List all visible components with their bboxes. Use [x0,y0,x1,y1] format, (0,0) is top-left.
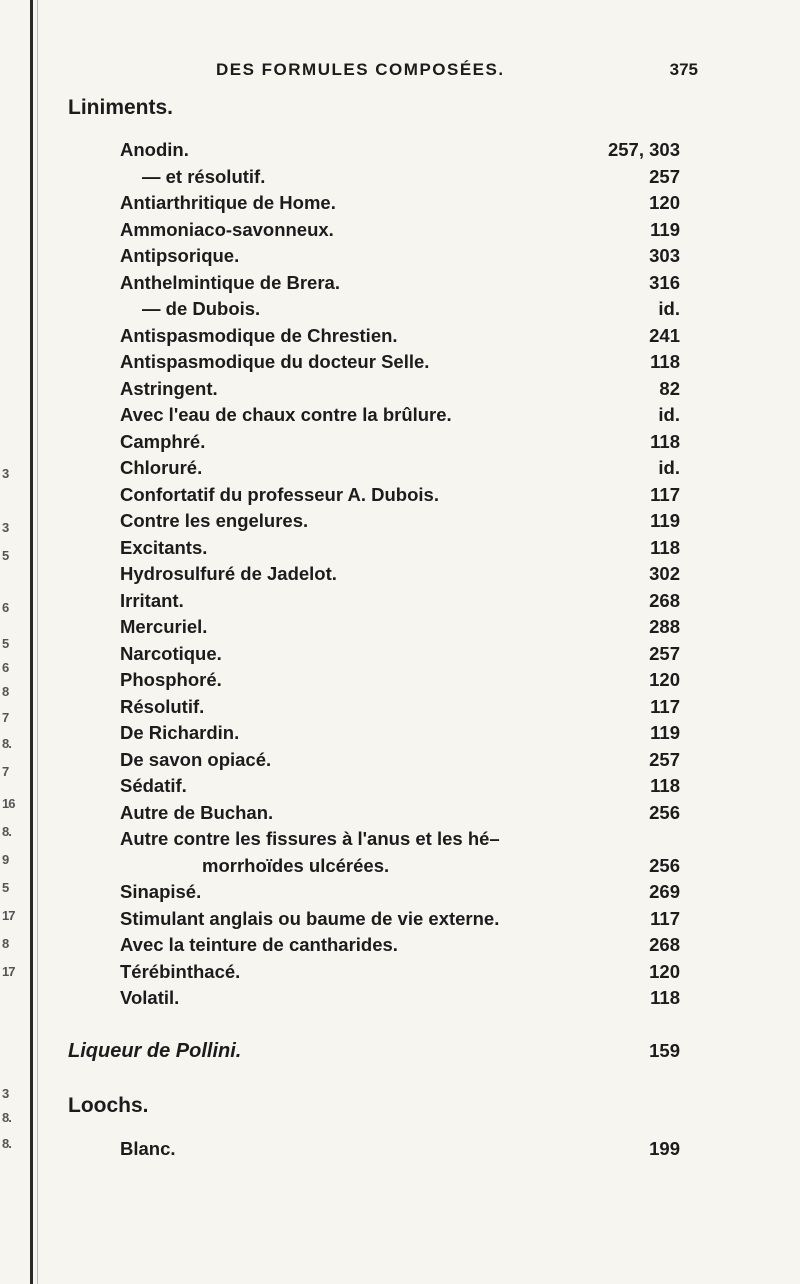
entry-label: Excitants. [120,537,208,558]
index-entry [120,404,680,430]
edge-mark: 8. [2,824,11,839]
entry-label: Volatil. [120,987,180,1008]
index-entry [120,245,680,271]
entry-page: 268 [649,590,680,611]
entry-label: Camphré. [120,431,206,452]
edge-mark: 8. [2,736,11,751]
section-heading-loochs: Loochs. [68,1094,149,1117]
entry-page: 256 [649,855,680,876]
entry-label: Autre contre les fissures à l'anus et les hé– [120,828,500,849]
entry-page: id. [658,457,680,478]
index-entry [120,510,680,536]
entry-page: 269 [649,881,680,902]
entry-label: Antispasmodique de Chrestien. [120,325,398,346]
entry-page: 268 [649,934,680,955]
edge-mark: 5 [2,880,9,895]
index-entry [120,1138,680,1164]
entry-label: Avec la teinture de cantharides. [120,934,398,955]
entry-page: 120 [649,669,680,690]
entry-label: Sinapisé. [120,881,202,902]
entry-page: 118 [650,431,680,452]
index-entry [120,722,680,748]
entry-page: 257, 303 [607,139,680,160]
entry-label: De savon opiacé. [120,749,272,770]
index-entry [120,987,680,1013]
index-entry [120,828,680,854]
entry-page: id. [658,298,680,319]
index-entry [120,643,680,669]
entry-page: 118 [650,775,680,796]
entry-page: 120 [649,961,680,982]
entry-page: 120 [649,192,680,213]
entry-page: 117 [650,696,680,717]
entry-page: 117 [650,484,680,505]
index-entry [120,431,680,457]
entry-label: Sédatif. [120,775,187,796]
edge-mark: 8. [2,1110,11,1125]
entry-label: Antipsorique. [120,245,240,266]
entry-label: Hydrosulfuré de Jadelot. [120,563,337,584]
entry-page: 241 [649,325,680,346]
entry-label: morrhoïdes ulcérées. [202,855,390,876]
index-entry [120,484,680,510]
entry-page: 288 [649,616,680,637]
entry-page: 119 [650,510,680,531]
edge-mark: 16 [2,796,15,811]
index-entry [120,590,680,616]
entry-label: Stimulant anglais ou baume de vie externe. [120,908,500,929]
entry-page: 257 [649,749,680,770]
index-entry [120,961,680,987]
index-entry [120,616,680,642]
entry-page: 302 [649,563,680,584]
index-entry-liqueur [68,1040,680,1068]
page-number: 375 [669,60,698,79]
edge-mark: 17 [2,964,15,979]
entry-page: 199 [649,1138,680,1159]
index-entry [120,908,680,934]
entry-page: 118 [650,537,680,558]
entry-label: Chloruré. [120,457,203,478]
edge-mark: 7 [2,764,9,779]
running-title: DES FORMULES COMPOSÉES. [216,60,505,79]
entry-page: 117 [650,908,680,929]
index-entry [120,669,680,695]
section-heading-liniments: Liniments. [68,96,174,119]
page-header [0,60,800,84]
entry-label: Antiarthritique de Home. [120,192,336,213]
entry-page: 118 [650,351,680,372]
entry-label: Phosphoré. [120,669,222,690]
index-entry [120,563,680,589]
entry-label: Liqueur de Pollini. [68,1040,242,1062]
edge-mark: 17 [2,908,15,923]
entry-label: Résolutif. [120,696,205,717]
entry-page: 119 [650,722,680,743]
entry-label: Anodin. [120,139,189,160]
index-entry [120,696,680,722]
edge-mark: 3 [2,466,9,481]
entry-label: Narcotique. [120,643,222,664]
entry-page: 118 [650,987,680,1008]
index-entry [120,749,680,775]
entry-label: Blanc. [120,1138,176,1159]
entry-label: Térébinthacé. [120,961,241,982]
entry-label: Avec l'eau de chaux contre la brûlure. [120,404,452,425]
entry-page: 256 [649,802,680,823]
index-entry [120,378,680,404]
index-entry [120,192,680,218]
index-entry [120,802,680,828]
edge-mark: 6 [2,660,9,675]
entry-label: Irritant. [120,590,184,611]
index-entry [120,881,680,907]
entry-label: — de Dubois. [142,298,261,319]
entry-label: Mercuriel. [120,616,208,637]
entry-label: Antispasmodique du docteur Selle. [120,351,430,372]
page-fold-shadow [37,0,38,1284]
edge-mark: 3 [2,1086,9,1101]
entry-page: 257 [649,643,680,664]
entry-page: 316 [649,272,680,293]
entry-label: Confortatif du professeur A. Dubois. [120,484,439,505]
edge-mark: 3 [2,520,9,535]
index-entry [120,537,680,563]
edge-mark: 8 [2,936,9,951]
entry-label: Autre de Buchan. [120,802,274,823]
entry-label: Anthelmintique de Brera. [120,272,340,293]
entry-label: Astringent. [120,378,218,399]
page-fold-line [30,0,33,1284]
edge-mark: 8 [2,684,9,699]
index-entry [120,166,680,192]
edge-mark: 6 [2,600,9,615]
edge-mark: 5 [2,636,9,651]
edge-mark: 5 [2,548,9,563]
index-entry [120,934,680,960]
index-entry [120,219,680,245]
edge-mark: 7 [2,710,9,725]
entry-page: 119 [650,219,680,240]
index-entry [120,298,680,324]
edge-mark: 8. [2,1136,11,1151]
entry-label: Ammoniaco-savonneux. [120,219,334,240]
entry-page: 82 [659,378,680,399]
index-entry [120,272,680,298]
index-entry [120,775,680,801]
index-entry [120,139,680,165]
index-entry [120,325,680,351]
index-entry-continuation [120,855,680,881]
entry-page: id. [658,404,680,425]
entry-page: 257 [649,166,680,187]
index-entry [120,457,680,483]
index-entry [120,351,680,377]
edge-mark: 9 [2,852,9,867]
entry-page: 303 [649,245,680,266]
bleed-through-margin [0,0,30,1284]
entry-label: — et résolutif. [142,166,266,187]
entry-page: 159 [649,1040,680,1061]
entry-label: De Richardin. [120,722,240,743]
entry-label: Contre les engelures. [120,510,309,531]
